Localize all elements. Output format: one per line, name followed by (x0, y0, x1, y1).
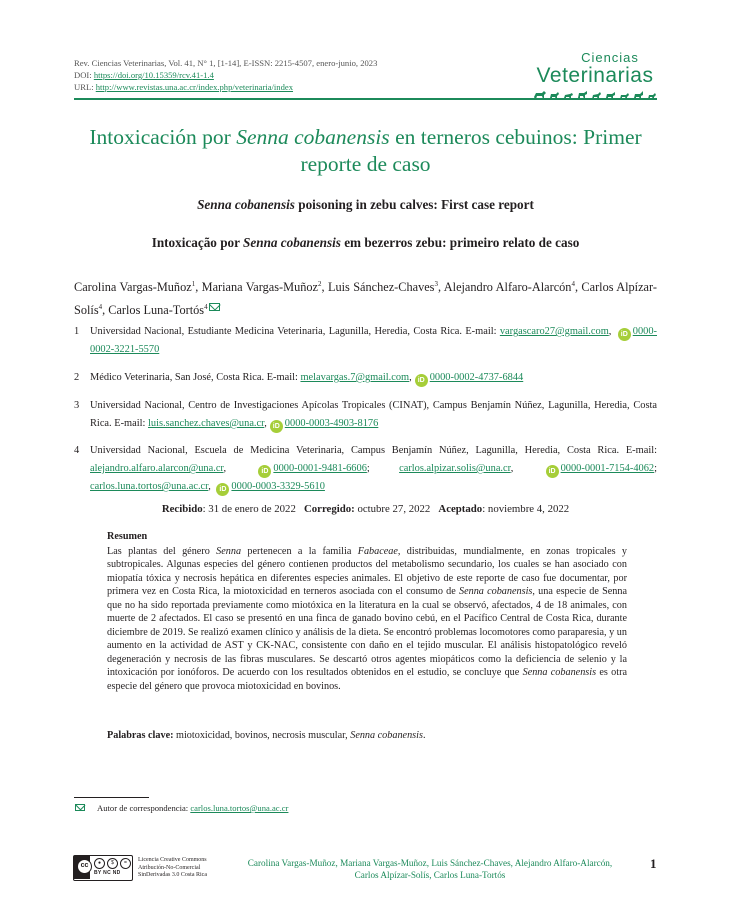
journal-header-meta (74, 57, 377, 93)
affiliation-body: Universidad Nacional, Estudiante Medicina Veterinaria, Lagunilla, Heredia, Costa Rica. E-mail: (90, 326, 500, 337)
affiliation-text (90, 369, 657, 387)
title-species: Senna cobanensis (236, 125, 390, 149)
abstract (107, 530, 627, 693)
punctuation: ; (366, 463, 400, 474)
orcid-icon: iD (216, 483, 229, 496)
abstract-text: es otra especie del género que provoca miotoxicidad en bovinos. (107, 667, 627, 692)
email-link[interactable]: vargascaro27@gmail.com (499, 326, 609, 337)
english-title-rest: poisoning in zebu calves: First case report (294, 197, 534, 212)
author-name: Mariana Vargas-Muñoz (201, 280, 318, 295)
cc-label-by: BY (94, 870, 102, 876)
logo-main-text: Veterinarias (536, 64, 654, 87)
keywords-label: Palabras clave: (107, 730, 174, 741)
submission-dates (74, 503, 657, 515)
author-separator: , (321, 280, 328, 295)
cc-labels (94, 870, 121, 876)
email-link[interactable]: carlos.luna.tortos@una.ac.cr (90, 481, 209, 492)
accepted-date: : noviembre 4, 2022 (482, 503, 570, 515)
abstract-text: , distribuidas, mundialmente, en zonas tropicales y subtropicales. Algunas especies del género contienen productos del metabolismo secundario, los cuales se han asociado con miopatía tóxica y necrosis hepática en diferentes especies animales. El objetivo de este reporte de caso fue documentar, por primera vez en Costa Rica, la miotoxicidad en terneros asociada con el consumo de (107, 545, 628, 597)
orcid-icon: iD (258, 465, 271, 478)
page-number: 1 (650, 856, 657, 871)
footer-authors-line: Carolina Vargas-Muñoz, Mariana Vargas-Muñoz, Luis Sánchez-Chaves, Alejandro Alfaro-Alarcón, (247, 858, 613, 868)
license-text (138, 857, 207, 880)
abstract-text: pertenecen a la familia (241, 545, 358, 557)
punctuation: , (510, 463, 543, 474)
email-link[interactable]: carlos.alpizar.solis@una.cr (399, 463, 511, 474)
license-line: Licencia Creative Commons (138, 857, 207, 863)
portuguese-title-species: Senna cobanensis (243, 235, 341, 250)
author-name: Luis Sánchez-Chaves (327, 280, 435, 295)
journal-logo (530, 50, 660, 105)
received-date: : 31 de enero de 2022 (202, 503, 296, 515)
doi-line (74, 69, 377, 81)
url-label: URL: (74, 82, 96, 92)
keywords-italic: Senna cobanensis (350, 730, 423, 741)
abstract-italic: Fabaceae (357, 545, 398, 557)
affiliation-text (90, 397, 657, 433)
abstract-text: , una especie de Senna que no ha sido reportada previamente como miotóxica en la literatura en la cual se observó, afectados, 4 de 18 animales, con muerte de 2 afectados. El caso se presentó en una finca de ganado bovino cebú, en el Pacífico Central de Costa Rica, durante diciembre de 2019. Se realizó examen clínico y análisis de la dieta. Se encontró problemas locomotores como paraparesia, y un aumento en la actividad de AST y CK-NAC, consistente con daño en el tejido muscular. El análisis histopatológico reveló degeneración y necrosis de las fibras musculares. Se descartó otros agentes miopáticos como la deficiencia de selenio y la intoxicación por ionóforos. De acuerdo con los resultados obtenidos en el estudio, se concluye que (107, 586, 627, 678)
email-link[interactable]: alejandro.alfaro.alarcon@una.cr (90, 463, 224, 474)
affiliation-4 (74, 442, 657, 496)
mail-icon (209, 303, 220, 311)
punctuation: , (608, 326, 612, 337)
author-list (74, 274, 657, 320)
logo-top-text: Ciencias (581, 50, 639, 65)
affiliation-body: Médico Veterinaria, San José, Costa Rica. E-mail: (90, 372, 301, 383)
punctuation: , (264, 418, 267, 429)
author (444, 280, 582, 294)
title-part1: Intoxicación por (89, 125, 237, 149)
abstract-italic: Senna (216, 545, 242, 557)
orcid-link[interactable]: 0000-0003-3329-5610 (231, 481, 325, 492)
cc-label-nd: ND (112, 870, 121, 876)
author (108, 303, 219, 317)
cc-by-icon: ● (94, 858, 105, 869)
accepted-label: Aceptado (438, 503, 483, 515)
email-link[interactable]: melavargas.7@gmail.com (300, 372, 410, 383)
cc-nc-icon: $ (107, 858, 118, 869)
cc-icon: cc (77, 859, 92, 874)
affiliation-body: Universidad Nacional, Escuela de Medicina Veterinaria, Campus Benjamín Núñez, Lagunilla, Heredia, Costa Rica. E-mail: (90, 445, 657, 456)
author (202, 280, 328, 294)
english-title-species: Senna cobanensis (197, 197, 295, 212)
url-line (74, 81, 377, 93)
affiliation-body: Universidad Nacional, Centro de Investigaciones Apícolas Tropicales (CINAT), Campus Benjamín Núñez, Lagunilla, Heredia, Costa Rica. E-mail: (90, 400, 657, 429)
author-separator: , (102, 303, 109, 318)
article-title (74, 124, 657, 178)
english-title (74, 197, 657, 213)
author-separator: , (195, 280, 202, 295)
abstract-body (107, 545, 627, 694)
affiliation-1 (74, 323, 657, 359)
title-part2: en terneros cebuinos: Primer reporte de caso (300, 125, 642, 176)
abstract-text: Las plantas del género (107, 545, 217, 557)
affiliation-number: 2 (74, 372, 80, 383)
mail-icon (75, 804, 85, 811)
footer-authors-line: Carlos Alpízar-Solís, Carlos Luna-Tortós (354, 870, 506, 880)
affiliation-2 (74, 369, 657, 387)
affiliation-number: 4 (74, 445, 80, 456)
correspondence-footnote (74, 803, 288, 813)
orcid-link[interactable]: 0000-0001-9481-6606 (273, 463, 367, 474)
author-name: Alejandro Alfaro-Alarcón (443, 280, 572, 295)
portuguese-title-rest: em bezerros zebu: primeiro relato de caso (340, 235, 580, 250)
punctuation: , (223, 463, 256, 474)
affiliation-3 (74, 397, 657, 433)
footnote-email-link[interactable]: carlos.luna.tortos@una.ac.cr (190, 803, 289, 813)
author (74, 280, 202, 294)
keywords (107, 730, 627, 741)
author-affiliation-sup: 4 (204, 303, 208, 312)
author-separator: , (437, 280, 444, 295)
abstract-italic: Senna cobanensis (522, 667, 597, 678)
corrected-label: Corregido: (303, 503, 355, 515)
footnote-text: Autor de correspondencia: (97, 803, 191, 813)
footer-authors (230, 857, 630, 881)
url-link[interactable]: http://www.revistas.una.ac.cr/index.php/veterinaria/index (95, 82, 294, 92)
cc-license-icons (94, 858, 131, 869)
citation-line: Rev. Ciencias Veterinarias, Vol. 41, N° 1, [1-14], E-ISSN: 2215-4507, enero-junio, 2023 (74, 58, 378, 68)
corrected-date: octubre 27, 2022 (354, 503, 431, 515)
orcid-link[interactable]: 0000-0002-3221-5570 (90, 326, 657, 355)
doi-label: DOI: (74, 70, 94, 80)
author-name: Carlos Alpízar-Solís (74, 280, 657, 318)
affiliation-text (90, 323, 657, 359)
creative-commons-badge[interactable] (73, 855, 133, 881)
orcid-icon: iD (270, 420, 283, 433)
orcid-link[interactable]: 0000-0003-4903-8176 (284, 418, 379, 429)
abstract-italic: Senna cobanensis (458, 586, 533, 597)
author-name: Carlos Luna-Tortós (108, 303, 205, 318)
affiliation-number: 3 (74, 400, 80, 411)
punctuation: , (208, 481, 214, 492)
author-affiliation-sup: 4 (571, 280, 575, 288)
author-name: Carolina Vargas-Muñoz (74, 280, 192, 295)
orcid-link[interactable]: 0000-0001-7154-4062 (560, 463, 655, 474)
punctuation: , (409, 372, 412, 383)
keywords-text: miotoxicidad, bovinos, necrosis muscular, (173, 730, 351, 741)
keywords-end: . (422, 730, 426, 741)
author-affiliation-sup: 2 (317, 280, 322, 288)
orcid-link[interactable]: 0000-0002-4737-6844 (429, 372, 524, 383)
footnote-divider (74, 797, 149, 798)
cc-nd-icon: = (120, 858, 131, 869)
orcid-icon: iD (415, 374, 428, 387)
author-affiliation-sup: 4 (98, 303, 103, 312)
author-affiliation-sup: 1 (191, 280, 196, 288)
punctuation: ; (654, 463, 657, 474)
license-line: SinDerivadas 3.0 Costa Rica (138, 872, 207, 878)
author-separator: , (574, 280, 582, 295)
author-affiliation-sup: 3 (434, 280, 438, 288)
author (328, 280, 444, 294)
header-divider (74, 98, 657, 100)
portuguese-title-start: Intoxicação por (151, 235, 244, 250)
doi-link[interactable]: https://doi.org/10.15359/rcv.41-1.4 (93, 70, 214, 80)
affiliation-number: 1 (74, 326, 80, 337)
cc-label-nc: NC (103, 870, 111, 876)
abstract-heading: Resumen (107, 531, 148, 542)
license-line: Atribución-No-Comercial (138, 864, 201, 871)
received-label: Recibido (161, 503, 203, 515)
orcid-icon: iD (546, 465, 559, 478)
email-link[interactable]: luis.sanchez.chaves@una.cr (148, 418, 265, 429)
affiliation-text (90, 442, 657, 496)
portuguese-title (74, 235, 657, 251)
orcid-icon: iD (618, 328, 631, 341)
